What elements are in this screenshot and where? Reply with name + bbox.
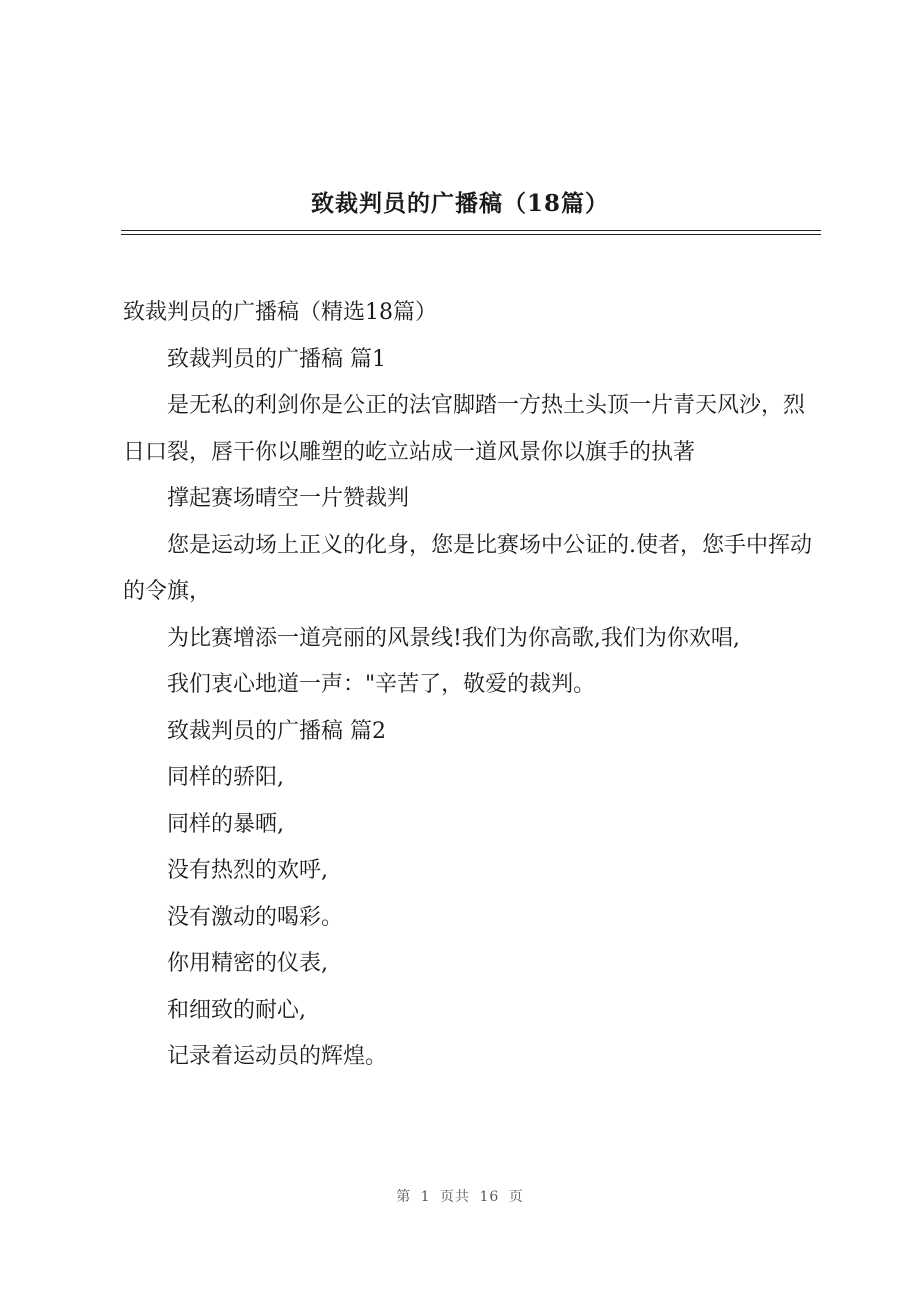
paragraph: 为比赛增添一道亮丽的风景线!我们为你高歌,我们为你欢唱,	[167, 625, 740, 651]
page-number-footer: 第 1 页共 16 页	[396, 1189, 524, 1205]
paragraph: 我们衷心地道一声："辛苦了，敬爱的裁判。	[167, 672, 596, 697]
paragraph: 和细致的耐心,	[167, 997, 306, 1023]
paragraph: 你用精密的仪表,	[167, 951, 328, 976]
paragraph: 没有热烈的欢呼,	[167, 858, 328, 883]
paragraph: 没有激动的喝彩。	[167, 904, 344, 930]
paragraph: 同样的暴晒,	[167, 811, 284, 837]
paragraph: 致裁判员的广播稿 篇2	[167, 718, 386, 744]
paragraph: 记录着运动员的辉煌。	[167, 1044, 388, 1069]
paragraph: 是无私的利剑你是公正的法官脚踏一方热土头顶一片青天风沙，烈日口裂，唇干你以雕塑的屹立站成一道风景你以旗手的执著	[123, 393, 806, 465]
paragraph: 撑起赛场晴空一片赞裁判	[167, 486, 410, 511]
paragraph: 同样的骄阳,	[167, 765, 284, 790]
document-title: 致裁判员的广播稿（18篇）	[310, 190, 609, 217]
title-divider	[121, 230, 821, 235]
document-body	[123, 290, 823, 1081]
paragraph: 您是运动场上正义的化身，您是比赛场中公证的.使者，您手中挥动的令旗，	[123, 532, 812, 604]
paragraph: 致裁判员的广播稿（精选18篇）	[123, 300, 437, 325]
paragraph: 致裁判员的广播稿 篇1	[167, 346, 386, 372]
